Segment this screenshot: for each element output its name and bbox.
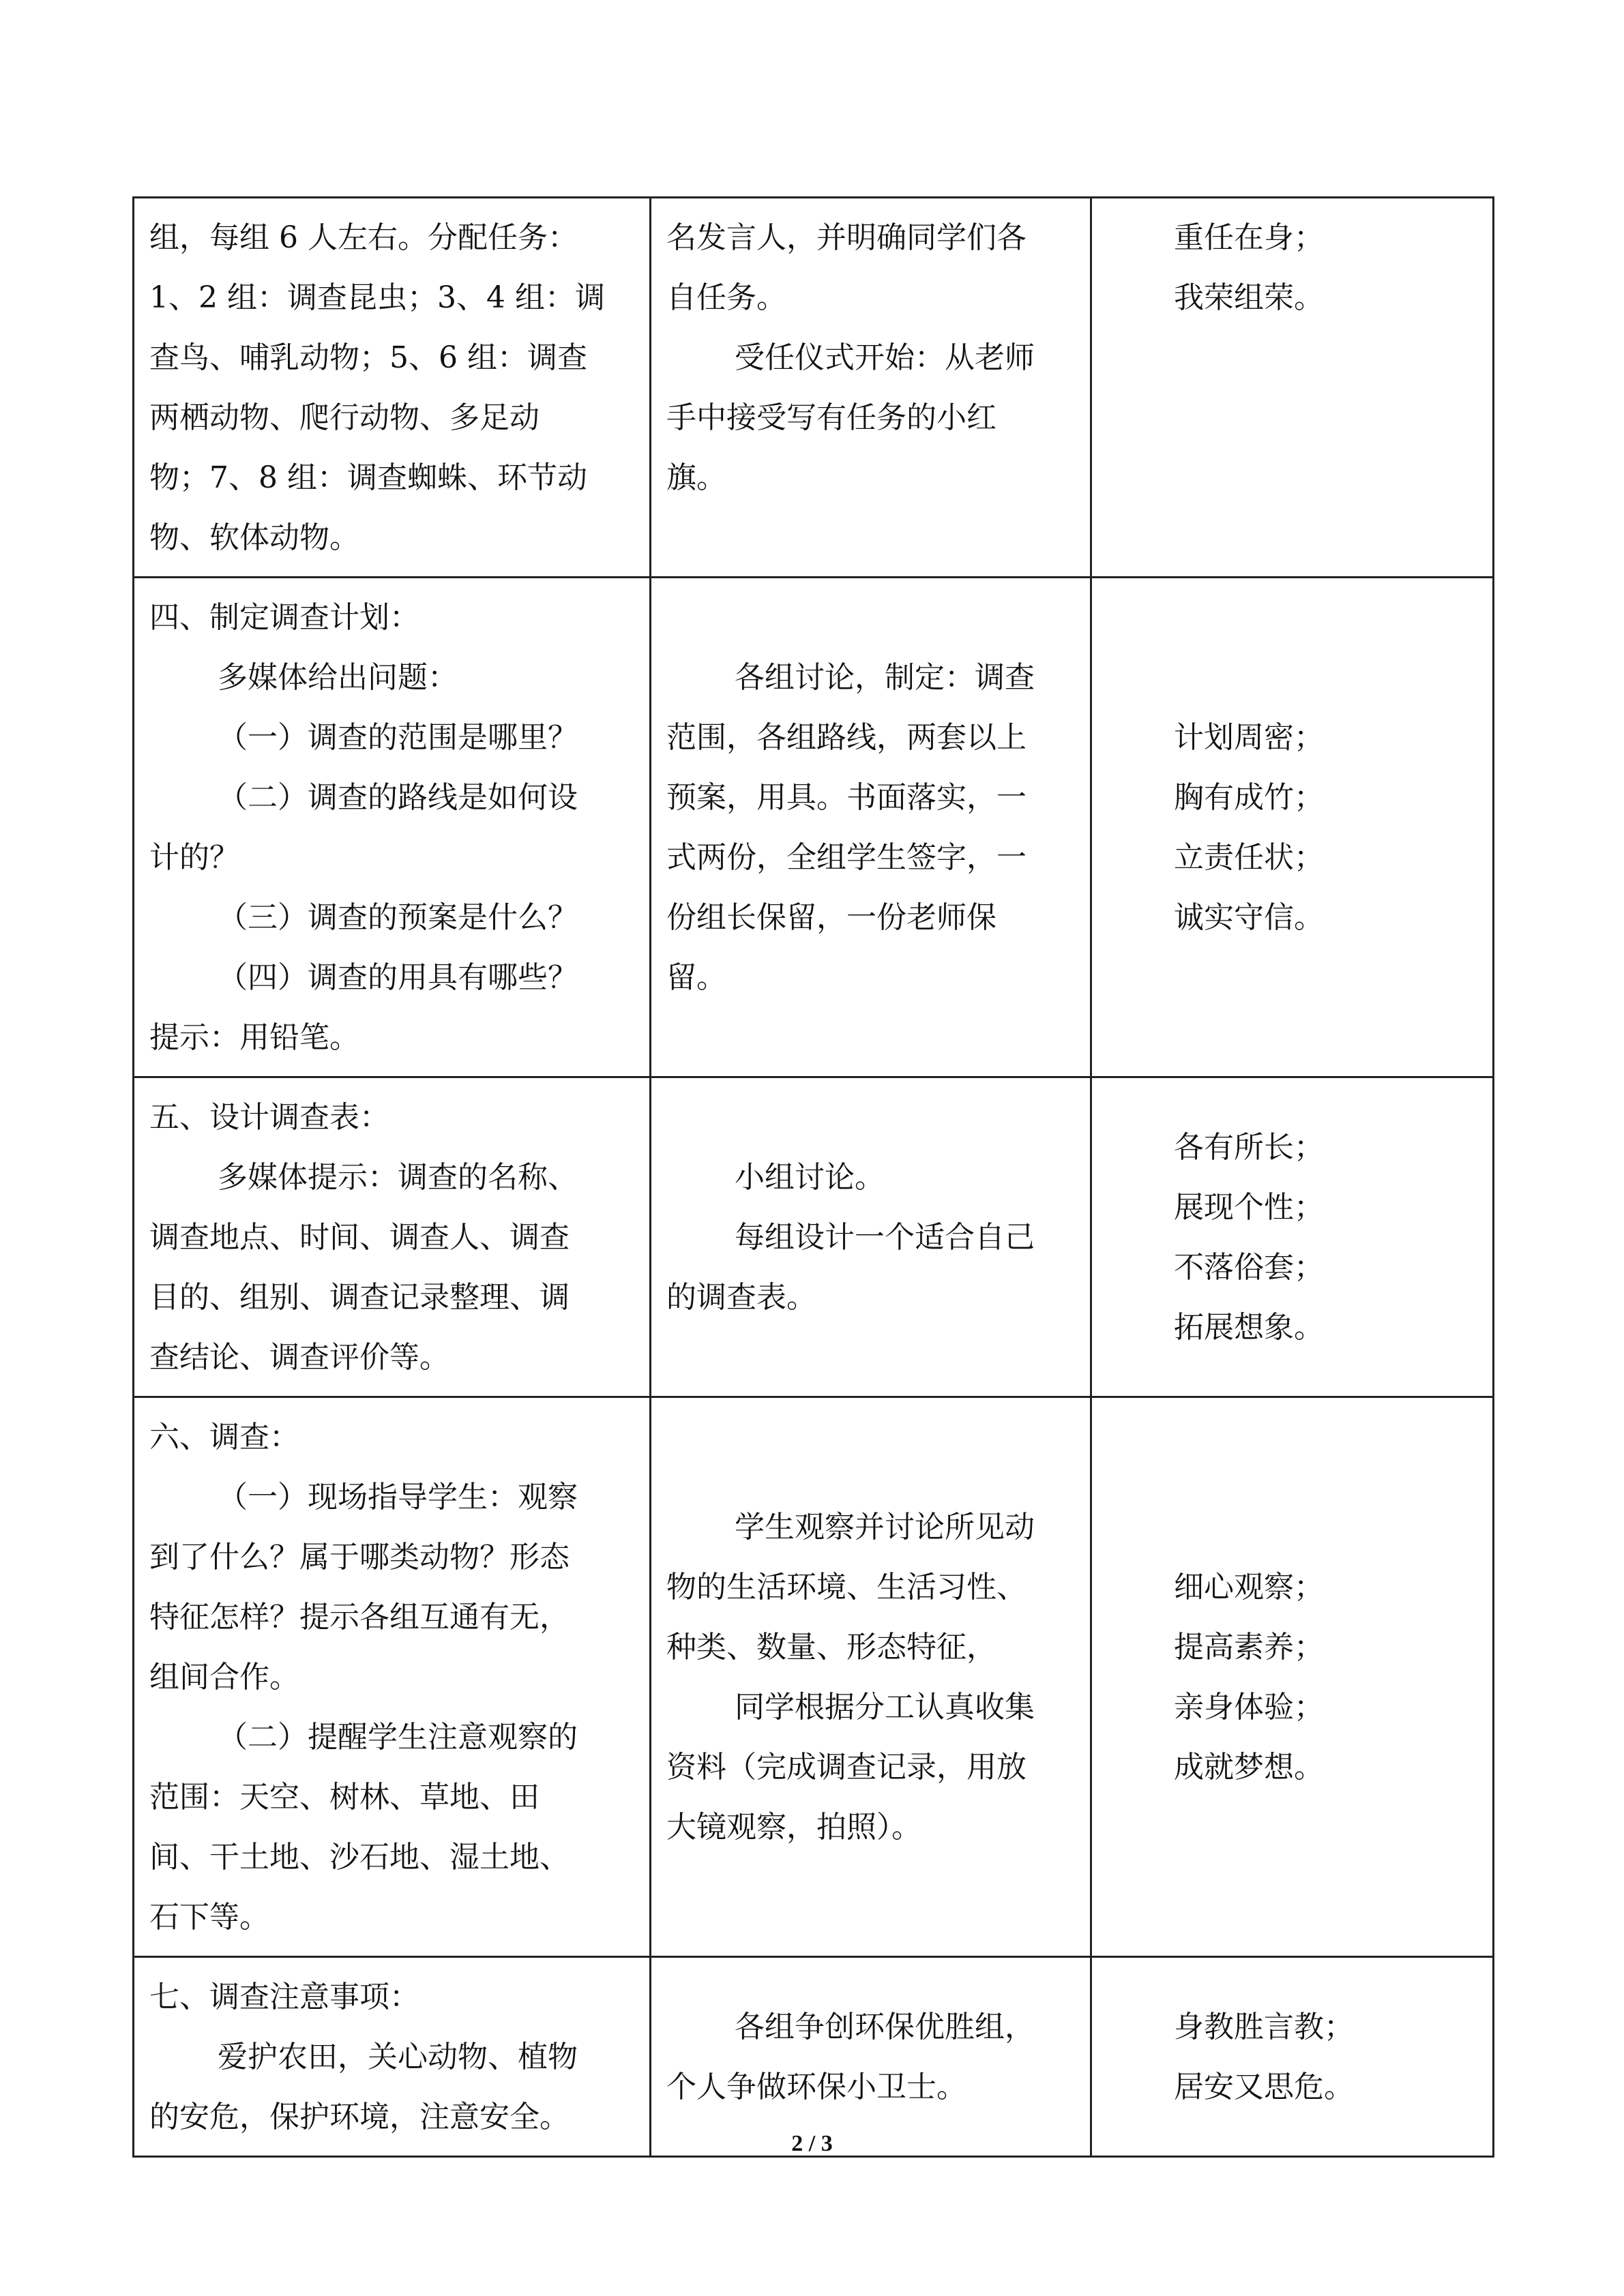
lesson-plan-table [132, 196, 1492, 2158]
teacher-activity-cell: 六、调查： （一）现场指导学生：观察 到了什么？属于哪类动物？形态 特征怎样？提示各组互通有无， 组间合作。 （二）提醒学生注意观察的 范围：天空、树林、草地、田 间、干土地、沙石地、湿土地、 石下等。 [134, 1397, 651, 1957]
student-activity-cell: 学生观察并讨论所见动 物的生活环境、生活习性、 种类、数量、形态特征， 同学根据分工认真收集 资料（完成调查记录，用放 大镜观察，拍照）。 [651, 1397, 1091, 1957]
table-row [134, 1077, 1494, 1397]
teacher-activity-cell: 五、设计调查表： 多媒体提示：调查的名称、 调查地点、时间、调查人、调查 目的、组别、调查记录整理、调 查结论、调查评价等。 [134, 1077, 651, 1397]
student-activity-cell: 各组讨论，制定：调查 范围，各组路线，两套以上 预案，用具。书面落实，一 式两份，全组学生签字，一 份组长保留，一份老师保 留。 [651, 578, 1091, 1077]
table-row [134, 198, 1494, 578]
teacher-activity-cell: 组，每组 6 人左右。分配任务： 1、2 组：调查昆虫；3、4 组：调 查鸟、哺乳动物；5、6 组：调查 两栖动物、爬行动物、多足动 物；7、8 组：调查蜘蛛、环节动 物、软体动物。 [134, 198, 651, 578]
design-intent-cell: 细心观察； 提高素养； 亲身体验； 成就梦想。 [1091, 1397, 1494, 1957]
design-intent-cell: 身教胜言教； 居安又思危。 [1091, 1957, 1494, 2157]
teacher-activity-cell: 四、制定调查计划： 多媒体给出问题： （一）调查的范围是哪里？ （二）调查的路线是如何设 计的？ （三）调查的预案是什么？ （四）调查的用具有哪些？ 提示：用铅笔。 [134, 578, 651, 1077]
page-number: 2 / 3 [791, 2131, 833, 2156]
table-row [134, 578, 1494, 1077]
design-intent-cell: 重任在身； 我荣组荣。 [1091, 198, 1494, 578]
table-row [134, 1397, 1494, 1957]
design-intent-cell: 计划周密； 胸有成竹； 立责任状； 诚实守信。 [1091, 578, 1494, 1077]
teacher-activity-cell: 七、调查注意事项： 爱护农田，关心动物、植物 的安危，保护环境，注意安全。 [134, 1957, 651, 2157]
student-activity-cell: 名发言人，并明确同学们各 自任务。 受任仪式开始：从老师 手中接受写有任务的小红 旗。 [651, 198, 1091, 578]
design-intent-cell: 各有所长； 展现个性； 不落俗套； 拓展想象。 [1091, 1077, 1494, 1397]
table-row [134, 1957, 1494, 2157]
student-activity-cell: 各组争创环保优胜组， 个人争做环保小卫士。 [651, 1957, 1091, 2157]
student-activity-cell: 小组讨论。 每组设计一个适合自己 的调查表。 [651, 1077, 1091, 1397]
